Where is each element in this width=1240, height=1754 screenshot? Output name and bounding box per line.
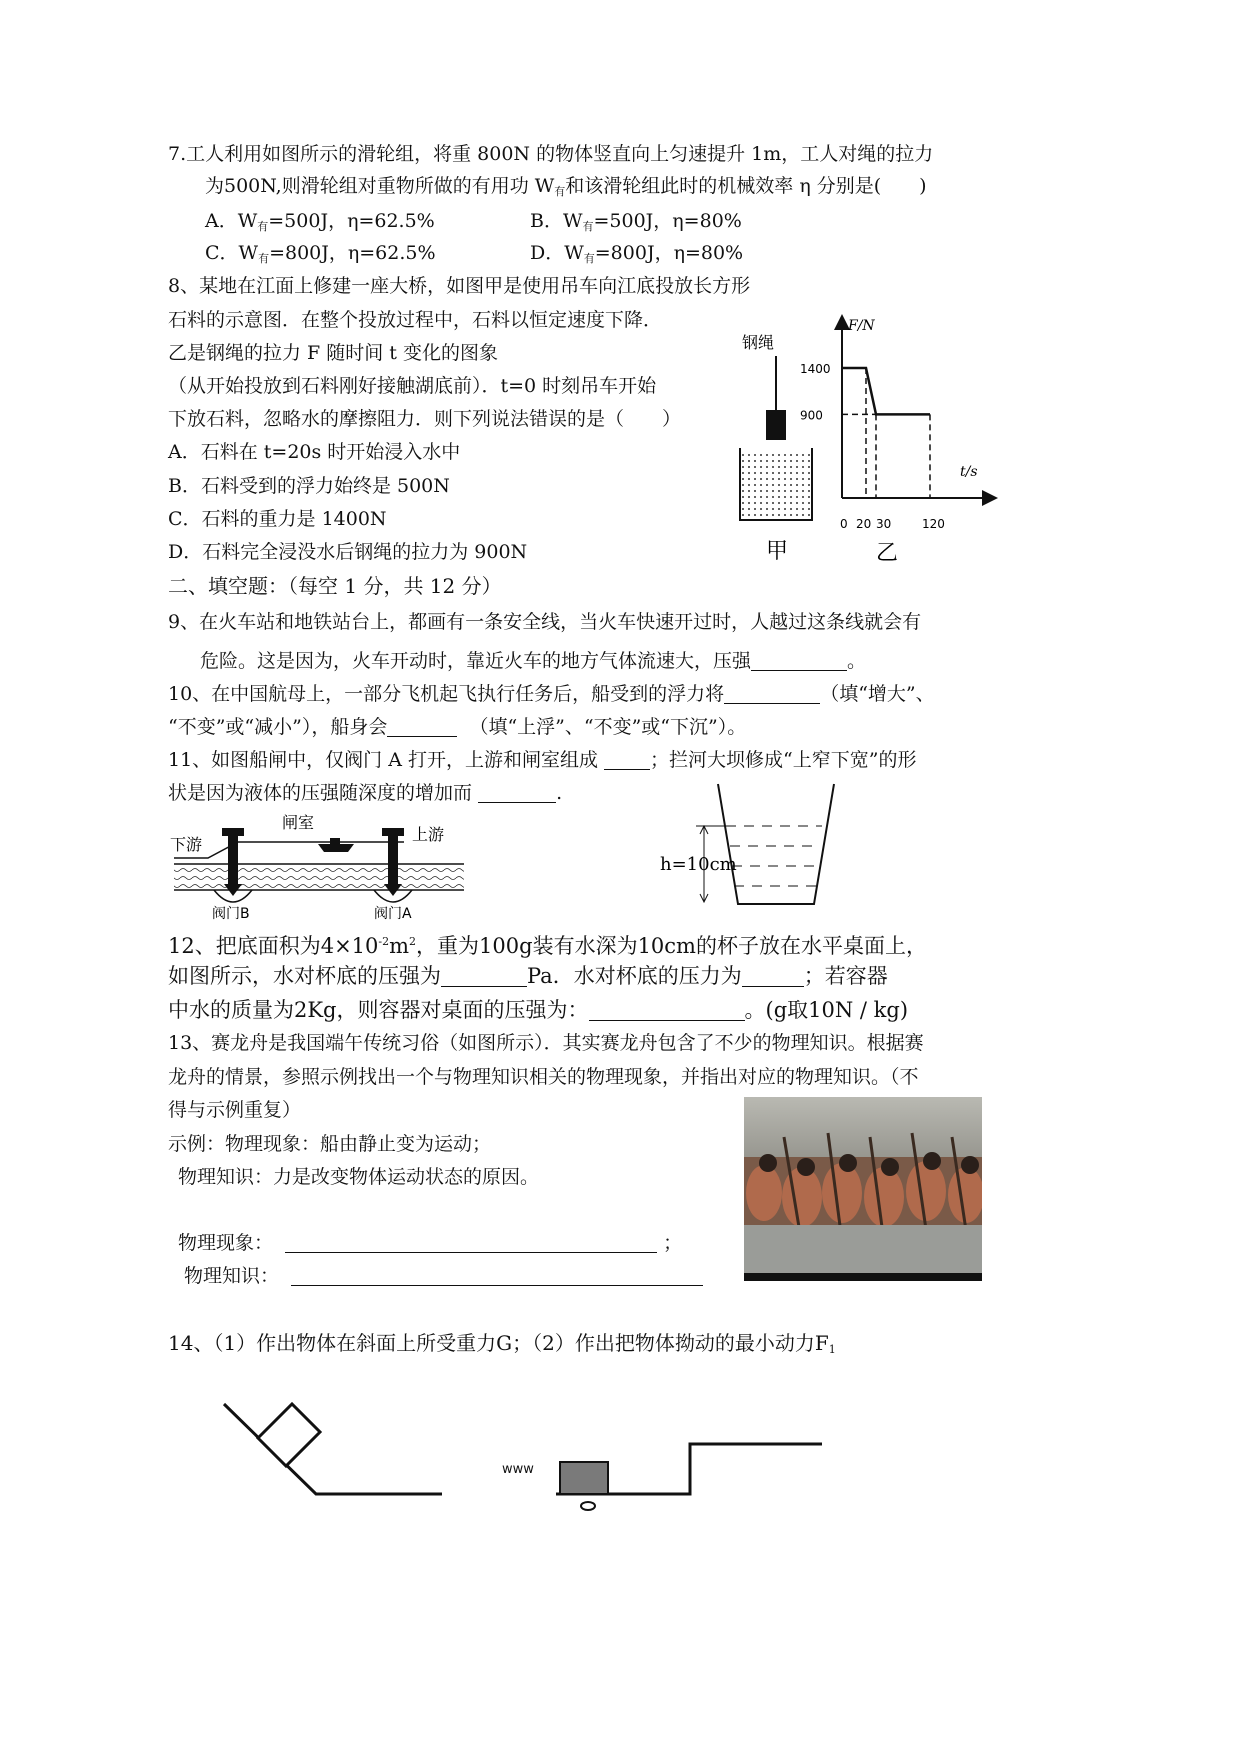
q14-text: 14、（1）作出物体在斜面上所受重力G；（2）作出把物体拗动的最小动力$F_1$ [168,1331,836,1356]
q8-line2: 石料的示意图．在整个投放过程中，石料以恒定速度下降． [168,309,663,331]
q7-option-b: B．$W_有=500J$，η=80% [530,210,742,233]
incline-surface [224,1404,442,1494]
ship-lock-figure [168,810,468,922]
q10-blank-1[interactable] [724,683,820,704]
q12-blank-force[interactable] [742,966,804,987]
gray-block [560,1462,608,1494]
q13-knowledge: 物理知识： [184,1263,703,1289]
q8-line4: （从开始投放到石料刚好接触湖底前）．t=0 时刻吊车开始 [168,375,657,397]
q9-line1: 9、在火车站和地铁站台上，都画有一条安全线，当火车快速开过时，人越过这条线就会有 [168,611,922,633]
q13-line3: 得与示例重复） [168,1099,302,1121]
q11-blank-2[interactable] [478,782,556,803]
section-title: 二、填空题：（每空 1 分，共 12 分） [168,574,502,598]
q8-line5: 下放石料，忽略水的摩擦阻力．则下列说法错误的是（ ） [168,408,682,430]
q8-option-a: A．石料在 t=20s 时开始浸入水中 [168,441,461,463]
q7-option-a: A．$W_有=500J$，η=62.5% [205,210,435,233]
stone-block [766,410,786,440]
valve-b-label: 阀门B [212,906,250,922]
valve-a-label: 阀门A [374,906,412,922]
q10-line1: 10、在中国航母上，一部分飞机起飞执行任务后，船受到的浮力将 （填“增大”、 [168,683,935,705]
y-axis-label: F/N [848,318,875,334]
q13-phenomenon-blank[interactable] [285,1232,657,1253]
q13-line2: 龙舟的情景，参照示例找出一个与物理知识相关的物理现象，并指出对应的物理知识。（不 [168,1066,919,1088]
q11-blank-1[interactable] [604,749,650,770]
q8-option-d: D．石料完全浸没水后钢绳的拉力为 900N [168,541,528,563]
block-on-incline [258,1404,320,1466]
q8-option-c: C．石料的重力是 1400N [168,508,387,530]
downstream-label: 下游 [170,835,203,854]
x-axis-label: t/s [960,464,978,480]
q8-option-b: B．石料受到的浮力始终是 500N [168,475,450,497]
valve-b-gate [228,836,238,884]
y-tick-label-900: 900 [800,408,823,423]
caption-jia: 甲 [766,539,789,564]
q9-line2: 危险。这是因为，火车开动时，靠近火车的地方气体流速大，压强 。 [200,650,867,672]
pivot-mark [581,1502,595,1510]
ship-icon [318,844,354,852]
q13-example-2: 物理知识：力是改变物体运动状态的原因。 [178,1166,540,1188]
upstream-label: 上游 [412,825,445,844]
q13-knowledge-blank[interactable] [291,1265,703,1286]
q12-line1: 12、把底面积为$4\times 10^{-2}m^2$，重为100g装有水深为10cm的杯子放在水平桌面上， [168,934,927,958]
x-tick-label-0: 0 [840,517,848,531]
dragon-boat-photo [744,1097,982,1281]
q12-blank-table-pressure[interactable] [589,1000,745,1021]
force-time-chart [790,310,1000,570]
q7-line2: 为500N,则滑轮组对重物所做的有用功 $W_有$和该滑轮组此时的机械效率 η 分别是( ) [205,175,927,198]
x-tick-label-20: 20 [856,517,872,531]
q12-line2: 如图所示，水对杯底的压强为 Pa．水对杯底的压力为 ；若容器 [168,964,888,988]
q10-line2: “不变”或“减小”），船身会 （填“上浮”、“不变”或“下沉”）。 [168,716,747,738]
q10-blank-2[interactable] [387,716,457,737]
incline-figure [220,1400,446,1500]
q7-line1: 7.工人利用如图所示的滑轮组，将重 800N 的物体竖直向上匀速提升 1m，工人对绳的拉力 [168,143,934,165]
q8-line1: 8、某地在江面上修建一座大桥，如图甲是使用吊车向江底投放长方形 [168,275,751,297]
x-tick-label-30: 30 [876,517,892,531]
y-tick-label-1400: 1400 [800,362,831,376]
q12-blank-pressure[interactable] [441,966,527,987]
depth-label: h=10cm [660,854,737,875]
cup-figure [650,780,850,910]
tipping-object-figure [552,1440,832,1520]
q11-line2: 状是因为液体的压强随深度的增加而 . [168,782,563,804]
q7-option-c: C．$W_有=800J$，η=62.5% [205,242,436,265]
x-tick-label-120: 120 [922,517,945,531]
valve-a-gate [388,836,398,884]
q13-line1: 13、赛龙舟是我国端午传统习俗（如图所示）．其实赛龙舟包含了不少的物理知识。根据赛 [168,1032,924,1054]
q8-line3: 乙是钢绳的拉力 F 随时间 t 变化的图象 [168,342,498,364]
force-series-line [842,368,930,414]
q13-phenomenon: 物理现象： ； [178,1232,683,1254]
watermark-text: www [502,1462,534,1477]
chamber-label: 闸室 [282,813,315,832]
rope-label: 钢绳 [742,333,775,352]
q12-line3: 中水的质量为2Kg，则容器对桌面的压强为： 。(g取10N / kg) [168,998,909,1022]
q13-example-1: 示例：物理现象：船由静止变为运动； [168,1133,492,1155]
q11-line1: 11、如图船闸中，仅阀门 A 打开，上游和闸室组成 ；拦河大坝修成“上窄下宽”的形 [168,749,917,771]
q9-answer-blank[interactable] [751,650,847,671]
q7-option-d: D．$W_有=800J$，η=80% [530,242,744,265]
caption-yi: 乙 [876,541,899,566]
